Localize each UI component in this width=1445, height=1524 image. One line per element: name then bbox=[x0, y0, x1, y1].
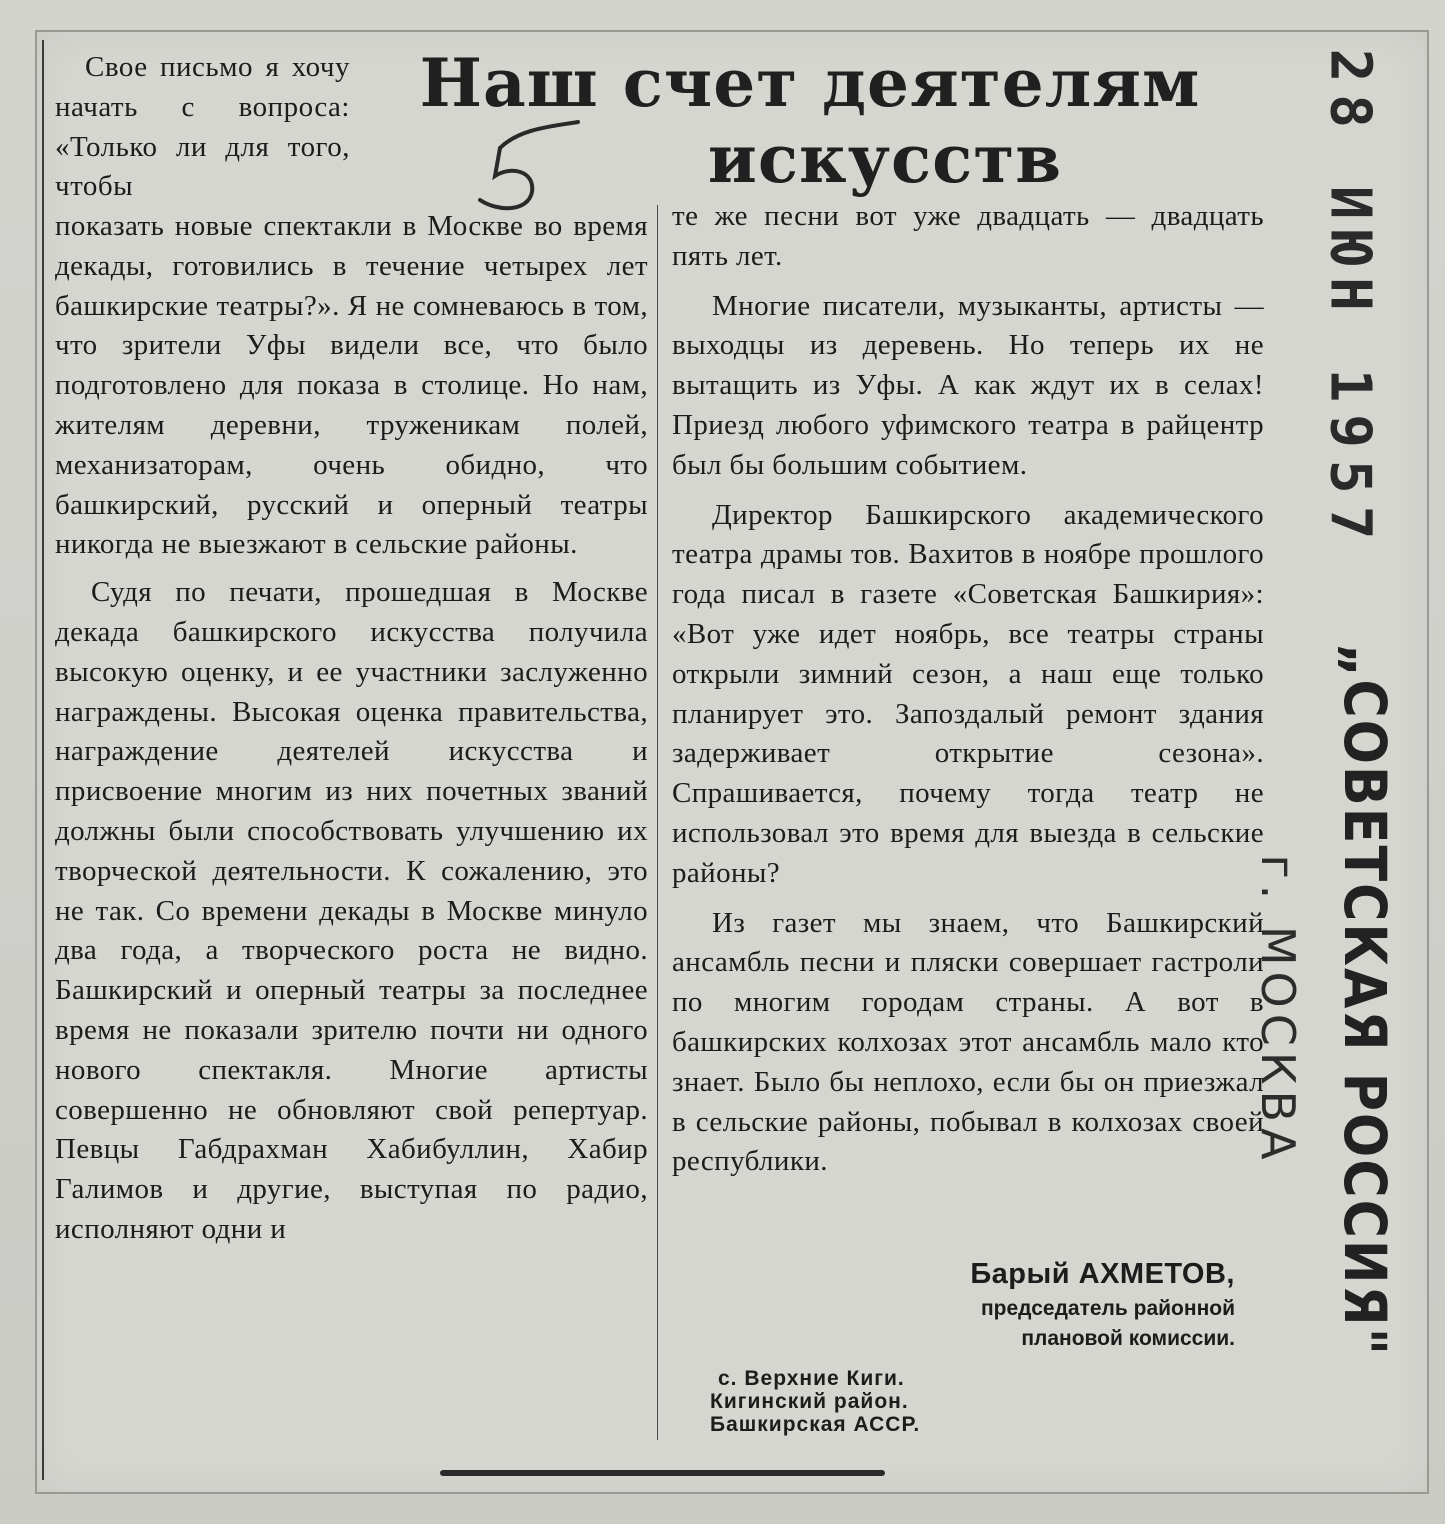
city-stamp: г. МОСКВА bbox=[1251, 854, 1305, 1166]
right-paragraph-1: те же песни вот уже двадцать — двадцать пять лет. bbox=[672, 200, 1264, 272]
intro-paragraph: Свое письмо я хочу начать с вопроса: «Только ли для того, чтобы bbox=[55, 51, 350, 203]
left-paragraph-2: Судя по печати, прошедшая в Москве декада башкирского искусства получила высокую оценку, и ее участники заслуженно награждены. Высокая оценка правительства, награждение деятелей искусства и присвоение многим из них почетных званий должны были способствовать улучшению их творческой деятельности. К сожалению, это не так. Со времени декады в Москве минуло два года, а творческого роста не видно. Башкирский и оперный театры за последнее время не показали зрителю почти ни одного нового спектакля. Многие артисты совершенно не обновляют свой репертуар. Певцы Габдрахман Хабибуллин, Хабир Галимов и другие, выступая по радио, исполняют одни и bbox=[55, 576, 648, 1245]
right-paragraph-3: Директор Башкирского академического театра драмы тов. Вахитов в ноябре прошлого года писал в газете «Советская Башкирия»: «Вот уже идет ноябрь, все театры страны открыли зимний сезон, а наш еще только планирует это. Запоздалый ремонт здания задерживает открытие сезона». Спрашивается, почему тогда театр не использовал это время для выезда в сельские районы? bbox=[672, 498, 1264, 889]
location-line-2: Кигинский район. bbox=[710, 1390, 909, 1413]
author-title-line-2: плановой комиссии. bbox=[1021, 1327, 1235, 1350]
headline-line-2: искусств bbox=[707, 120, 1063, 198]
column-divider bbox=[657, 205, 658, 1440]
right-paragraph-4: Из газет мы знаем, что Башкирский ансамбль песни и пляски совершает гастроли по многим городам страны. А вот в башкирских колхозах этот ансамбль мало кто знает. Было бы неплохо, если бы он приезжал в сельские районы, побывал в колхозах своей республики. bbox=[672, 906, 1264, 1178]
date-stamp: 28 ИЮН 1957 bbox=[1317, 48, 1383, 552]
location-line-3: Башкирская АССР. bbox=[710, 1413, 921, 1436]
left-column bbox=[55, 207, 648, 1250]
right-column bbox=[672, 197, 1264, 1182]
left-paragraph-1: показать новые спектакли в Москве во время декады, готовились в течение четырех лет башкирские театры?». Я не сомневаюсь в том, что зрители Уфы видели все, что было подготовлено для показа в столице. Но нам, жителям деревни, труженикам полей, механизаторам, очень обидно, что башкирский, русский и оперный театры никогда не выезжают в сельские районы. bbox=[55, 210, 648, 561]
author-title-line-1: председатель районной bbox=[980, 1297, 1235, 1320]
headline-line-1: Наш счет деятелям bbox=[419, 44, 1201, 122]
author-location bbox=[710, 1367, 1040, 1436]
author-signature bbox=[875, 1258, 1235, 1351]
author-name: Барый АХМЕТОВ, bbox=[970, 1258, 1235, 1290]
right-paragraph-2: Многие писатели, музыканты, артисты — выходцы из деревень. Но теперь их не вытащить из Уфы. А как ждут их в селах! Приезд любого уфимского театра в райцентр был бы большим событием. bbox=[672, 289, 1264, 481]
bottom-rule bbox=[440, 1470, 885, 1476]
newspaper-name-stamp: „СОВЕТСКАЯ РОССИЯ" bbox=[1331, 643, 1399, 1357]
location-line-1: с. Верхние Киги. bbox=[718, 1367, 905, 1390]
